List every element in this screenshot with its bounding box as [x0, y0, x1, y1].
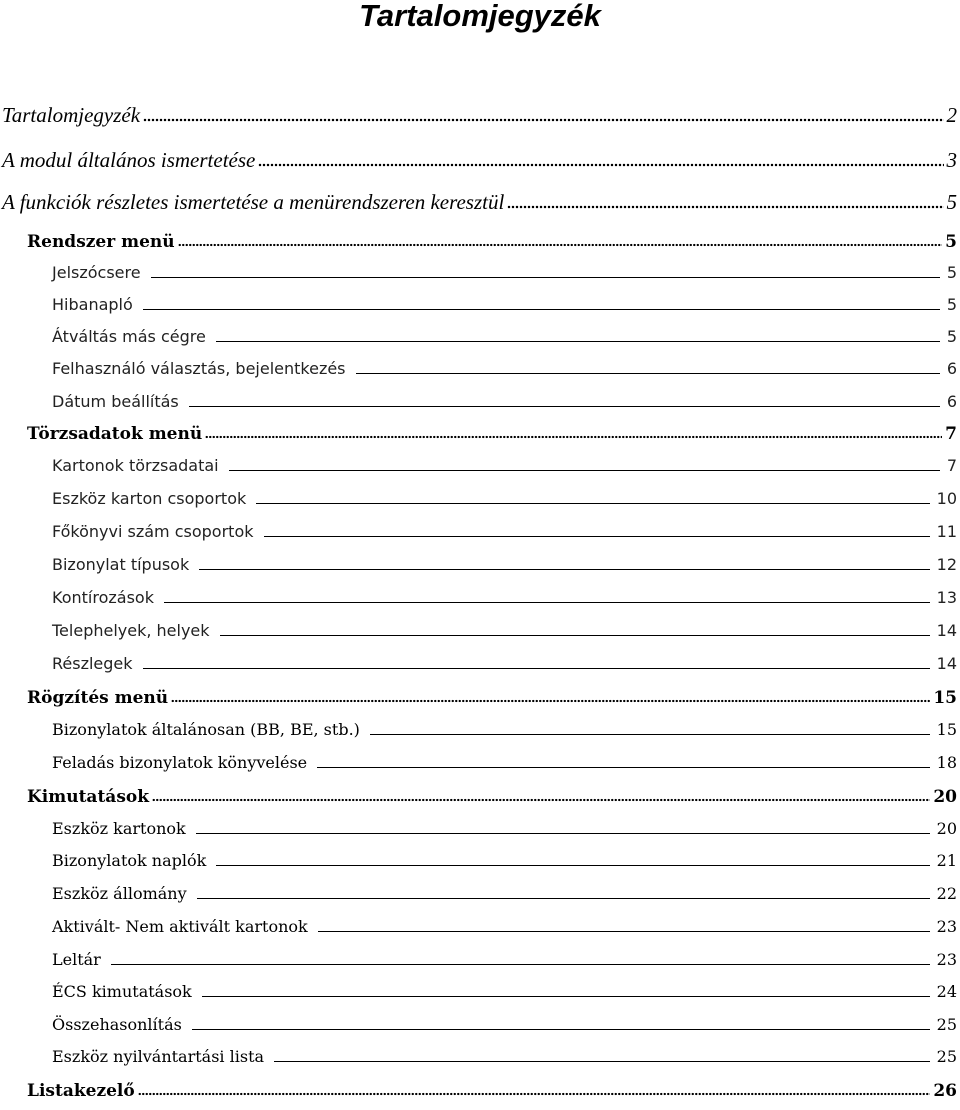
toc-entry-page: 23	[936, 917, 957, 936]
toc-entry[interactable]	[0, 327, 957, 346]
dot-leader	[178, 243, 943, 247]
leader-line	[216, 864, 929, 866]
toc-entry[interactable]	[0, 103, 957, 128]
toc-entry[interactable]	[0, 621, 957, 640]
toc-entry[interactable]	[0, 1047, 957, 1066]
toc-entry-title: Eszköz nyilvántartási lista	[52, 1047, 265, 1066]
toc-entry[interactable]	[0, 522, 957, 541]
toc-entry-title: Kontírozások	[52, 588, 154, 607]
leader-line	[256, 502, 929, 504]
leader-line	[216, 340, 940, 342]
toc-entry[interactable]	[0, 359, 957, 378]
toc-entry-page: 7	[945, 424, 957, 444]
leader-line	[189, 405, 940, 407]
toc-entry-page: 23	[936, 950, 957, 969]
toc-entry-title: Eszköz állomány	[52, 884, 187, 903]
toc-entry-title: A modul általános ismertetése	[2, 148, 256, 172]
toc-entry-title: Aktivált- Nem aktivált kartonok	[52, 917, 308, 936]
toc-entry[interactable]	[0, 555, 957, 574]
toc-entry-page: 5	[946, 327, 957, 346]
leader-line	[229, 469, 940, 471]
toc-entry-title: Bizonylatok naplók	[52, 851, 207, 870]
toc-entry-title: Kartonok törzsadatai	[52, 456, 219, 475]
toc-entry-title: Bizonylatok általánosan (BB, BE, stb.)	[52, 720, 360, 739]
toc-entry-title: Telephelyek, helyek	[52, 621, 210, 640]
toc-entry-page: 15	[936, 720, 957, 739]
leader-line	[264, 535, 930, 537]
toc-entry-page: 20	[936, 819, 957, 838]
toc-entry-title: Rendszer menü	[27, 232, 175, 252]
toc-entry-page: 15	[933, 688, 957, 708]
toc-entry-page: 12	[936, 555, 957, 574]
dot-leader	[143, 117, 943, 122]
leader-line	[151, 276, 940, 278]
leader-line	[220, 634, 930, 636]
toc-entry[interactable]	[0, 263, 957, 282]
leader-line	[164, 601, 930, 603]
toc-entry[interactable]	[0, 148, 957, 173]
toc-entry-title: Bizonylat típusok	[52, 555, 190, 574]
toc-entry[interactable]	[0, 819, 957, 838]
toc-entry[interactable]	[0, 654, 957, 673]
toc-entry-page: 3	[946, 148, 957, 172]
leader-line	[196, 832, 930, 834]
toc-entry[interactable]	[0, 588, 957, 607]
toc-entry-page: 10	[936, 489, 957, 508]
toc-entry[interactable]	[0, 190, 957, 215]
toc-entry-page: 5	[946, 263, 957, 282]
toc-entry-title: Leltár	[52, 950, 101, 969]
leader-line	[111, 963, 930, 965]
toc-entry[interactable]	[0, 295, 957, 314]
toc-entry[interactable]	[0, 950, 957, 969]
toc-entry-page: 6	[946, 359, 957, 378]
leader-line	[274, 1060, 930, 1062]
toc-entry-title: Részlegek	[52, 654, 133, 673]
leader-line	[199, 568, 929, 570]
toc-entry-title: Rögzítés menü	[27, 688, 169, 708]
toc-entry[interactable]	[0, 1015, 957, 1034]
toc-entry[interactable]	[0, 392, 957, 411]
toc-entry[interactable]	[0, 753, 957, 772]
dot-leader	[138, 1092, 931, 1096]
toc-entry-title: Feladás bizonylatok könyvelése	[52, 753, 308, 772]
dot-leader	[171, 699, 930, 703]
dot-leader	[152, 798, 930, 802]
toc-entry-title: Listakezelő	[27, 1081, 135, 1101]
toc-entry-page: 25	[936, 1047, 957, 1066]
toc-entry-page: 5	[945, 232, 957, 252]
toc-entry[interactable]	[0, 720, 957, 739]
toc-entry-page: 2	[946, 103, 957, 127]
leader-line	[318, 930, 930, 932]
toc-entry-page: 20	[933, 787, 957, 807]
toc-entry-title: Átváltás más cégre	[52, 327, 206, 346]
leader-line	[197, 897, 930, 899]
toc-entry[interactable]	[0, 787, 957, 807]
leader-line	[143, 667, 930, 669]
toc-entry-page: 14	[936, 621, 957, 640]
toc-entry-title: Hibanapló	[52, 295, 133, 314]
toc-entry-title: Dátum beállítás	[52, 392, 179, 411]
dot-leader	[205, 435, 942, 439]
toc-entry-title: Törzsadatok menü	[27, 424, 203, 444]
toc-entry-title: A funkciók részletes ismertetése a menürendszeren keresztül	[2, 190, 505, 214]
toc-entry[interactable]	[0, 851, 957, 870]
toc-entry[interactable]	[0, 489, 957, 508]
toc-entry[interactable]	[0, 456, 957, 475]
toc-entry-title: Felhasználó választás, bejelentkezés	[52, 359, 346, 378]
toc-entry-title: Főkönyvi szám csoportok	[52, 522, 254, 541]
toc-entry-title: Eszköz kartonok	[52, 819, 186, 838]
toc-entry-page: 5	[946, 190, 957, 214]
leader-line	[143, 308, 940, 310]
toc-entry-page: 21	[936, 851, 957, 870]
toc-entry-title: Tartalomjegyzék	[2, 103, 141, 127]
dot-leader	[258, 162, 943, 167]
toc-entry-page: 18	[936, 753, 957, 772]
toc-entry-page: 11	[936, 522, 957, 541]
toc-entry-title: ÉCS kimutatások	[52, 982, 192, 1001]
leader-line	[202, 995, 930, 997]
toc-entry-title: Összehasonlítás	[52, 1015, 182, 1034]
toc-entry-page: 5	[946, 295, 957, 314]
toc-entry-page: 14	[936, 654, 957, 673]
toc-entry-page: 7	[946, 456, 957, 475]
toc-entry[interactable]	[0, 917, 957, 936]
toc-entry[interactable]	[0, 688, 957, 708]
toc-entry[interactable]	[0, 982, 957, 1001]
toc-entry-page: 22	[936, 884, 957, 903]
leader-line	[317, 766, 930, 768]
leader-line	[192, 1028, 930, 1030]
toc-entry-page: 13	[936, 588, 957, 607]
toc-entry-page: 26	[933, 1081, 957, 1101]
toc-entry[interactable]	[0, 232, 957, 252]
toc-entry-title: Jelszócsere	[52, 263, 141, 282]
toc-entry[interactable]	[0, 884, 957, 903]
leader-line	[370, 733, 930, 735]
toc-entry-page: 25	[936, 1015, 957, 1034]
toc-entry-page: 24	[936, 982, 957, 1001]
toc-entry[interactable]	[0, 424, 957, 444]
toc-entry-title: Eszköz karton csoportok	[52, 489, 247, 508]
toc-entry-page: 6	[946, 392, 957, 411]
toc-entry[interactable]	[0, 1081, 957, 1101]
toc-entry-title: Kimutatások	[27, 787, 150, 807]
leader-line	[356, 372, 940, 374]
page-title: Tartalomjegyzék	[359, 0, 601, 33]
dot-leader	[507, 204, 943, 209]
